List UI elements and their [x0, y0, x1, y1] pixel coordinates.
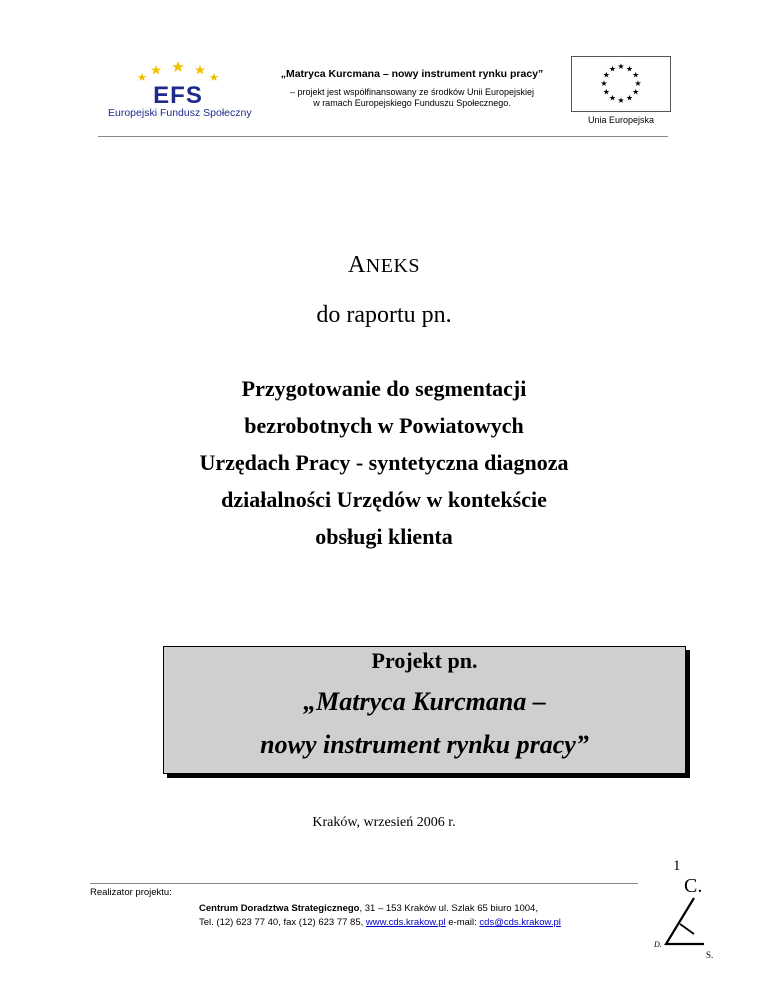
- cds-logo-s: S.: [706, 950, 714, 960]
- eu-stars-icon: [572, 57, 670, 111]
- eu-star: ★: [625, 64, 634, 74]
- header-subtitle-line2: w ramach Europejskiego Funduszu Społecznego.: [313, 98, 511, 108]
- cds-logo-d: D.: [654, 940, 662, 949]
- efs-stars: [138, 61, 219, 81]
- project-name-line2: nowy instrument rynku pracy”: [260, 730, 589, 759]
- aneks-heading: [0, 252, 768, 279]
- eu-star: ★: [617, 96, 625, 105]
- org-name: Centrum Doradztwa Strategicznego: [199, 903, 360, 914]
- footer-divider: [90, 883, 638, 884]
- header-subtitle: [262, 87, 562, 109]
- email-link[interactable]: cds@cds.krakow.pl: [479, 917, 561, 928]
- email-label: e-mail:: [445, 917, 480, 928]
- footer-address-line: [199, 903, 538, 914]
- cds-logo-c: C.: [684, 875, 703, 897]
- header-subtitle-line1: – projekt jest współfinansowany ze środków Unii Europejskiej: [289, 87, 535, 97]
- eu-star: ★: [634, 79, 642, 88]
- eu-star: ★: [608, 93, 617, 103]
- contact-phone: Tel. (12) 623 77 40, fax (12) 623 77 85,: [199, 917, 366, 928]
- place-date: Kraków, wrzesień 2006 r.: [312, 815, 456, 830]
- header-project-title: „Matryca Kurcmana – nowy instrument rynku pracy”: [280, 68, 544, 80]
- aneks-rest: NEKS: [365, 255, 421, 277]
- website-link[interactable]: www.cds.krakow.pl: [365, 917, 446, 928]
- header-divider: [98, 136, 668, 137]
- efs-caption: Europejski Fundusz Społeczny: [108, 107, 252, 119]
- eu-star: ★: [617, 62, 625, 71]
- project-label: Projekt pn.: [371, 648, 478, 673]
- cds-logo: [654, 872, 722, 960]
- eu-star: ★: [600, 79, 608, 88]
- eu-flag: [571, 56, 671, 112]
- report-subtitle: do raportu pn.: [316, 302, 452, 328]
- project-name-line1: „Matryca Kurcmana –: [303, 687, 546, 716]
- realizator-label: Realizator projektu:: [90, 887, 172, 898]
- footer-contact-line: [199, 917, 561, 928]
- eu-star: ★: [602, 87, 610, 97]
- eu-star: ★: [632, 87, 640, 97]
- report-title-line: Przygotowanie do segmentacji: [241, 376, 527, 401]
- efs-logo-text: EFS: [153, 82, 203, 109]
- page-number: 1: [673, 858, 681, 874]
- report-title-line: obsługi klienta: [315, 524, 453, 549]
- eu-caption: Unia Europejska: [587, 115, 655, 125]
- report-title-line: działalności Urzędów w kontekście: [221, 487, 547, 512]
- eu-star: ★: [625, 93, 634, 103]
- report-title-line: bezrobotnych w Powiatowych: [244, 413, 524, 438]
- eu-star: ★: [632, 70, 640, 80]
- report-title-line: Urzędach Pracy - syntetyczna diagnoza: [199, 450, 569, 475]
- aneks-initial: A: [347, 252, 366, 278]
- eu-star: ★: [608, 64, 617, 74]
- eu-star: ★: [602, 70, 610, 80]
- org-address: , 31 – 153 Kraków ul. Szlak 65 biuro 1004,: [359, 903, 538, 914]
- report-title: [134, 370, 634, 555]
